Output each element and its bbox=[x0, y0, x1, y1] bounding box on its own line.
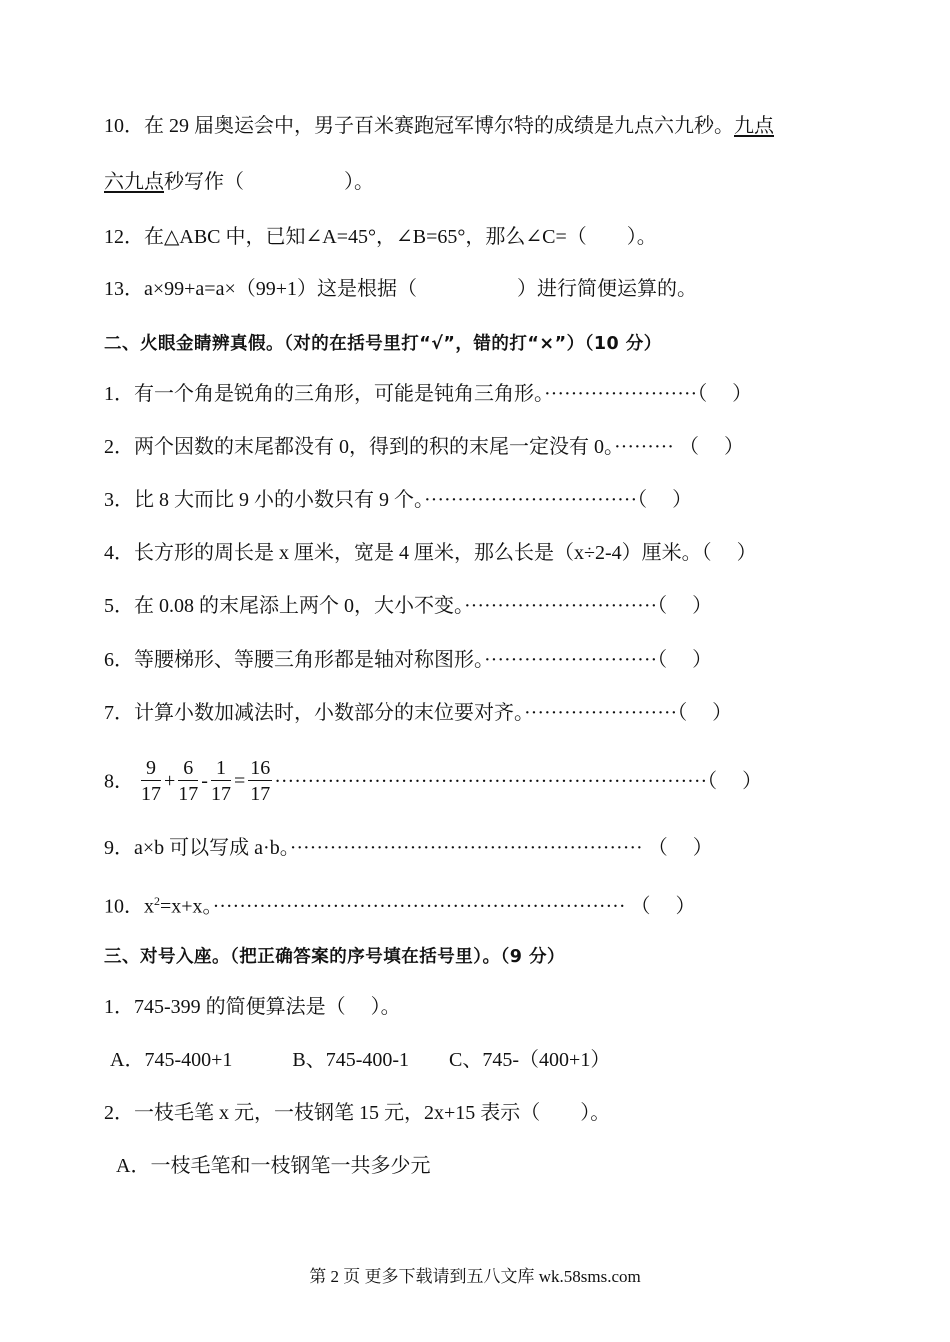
question-13: 13．a×99+a=a×（99+1）这是根据（ ）进行简便运算的。 bbox=[104, 278, 698, 300]
tf-item-text: 10．x bbox=[104, 895, 154, 918]
choice-question-2-option-a: A．一枝毛笔和一枝钢笔一共多少元 bbox=[116, 1155, 431, 1177]
leader-dots: ·························· bbox=[484, 649, 658, 671]
leader-dots: ····························· bbox=[464, 595, 658, 617]
tf-item-text: =x+x。 bbox=[160, 895, 213, 918]
tf-item-text: 5．在 0.08 的末尾添上两个 0，大小不变。 bbox=[104, 595, 464, 617]
fraction-1 bbox=[141, 756, 161, 807]
answer-paren: （ ） bbox=[707, 770, 763, 793]
answer-paren: （ ） bbox=[657, 595, 713, 617]
tf-item-text: 6．等腰梯形、等腰三角形都是轴对称图形。 bbox=[104, 649, 484, 671]
section-3-heading: 三、对号入座。（把正确答案的序号填在括号里）。（9 分） bbox=[104, 947, 566, 967]
denominator: 17 bbox=[210, 782, 231, 805]
numerator: 9 bbox=[141, 756, 161, 781]
tf-item-6 bbox=[104, 647, 890, 673]
answer-paren: （ ） bbox=[697, 383, 753, 405]
plus-sign: + bbox=[164, 770, 176, 793]
leader-dots: ······················· bbox=[524, 702, 678, 724]
answer-paren: （ ） bbox=[678, 436, 744, 458]
answer-paren: （ ） bbox=[630, 895, 696, 918]
tf-item-10 bbox=[104, 888, 890, 920]
choice-question-1: 1．745-399 的简便算法是（ ）。 bbox=[104, 996, 401, 1018]
tf-item-4 bbox=[104, 540, 890, 566]
section-2-heading: 二、火眼金睛辨真假。（对的在括号里打“√”，错的打“×”）（10 分） bbox=[104, 334, 662, 354]
answer-paren: （ ） bbox=[637, 489, 693, 511]
question-10-underline-a: 九点 bbox=[734, 115, 774, 137]
tf-item-5 bbox=[104, 593, 890, 619]
denominator: 17 bbox=[178, 782, 199, 805]
tf-item-text: 3．比 8 大而比 9 小的小数只有 9 个。 bbox=[104, 489, 424, 511]
tf-item-text: 9．a×b 可以写成 a·b。 bbox=[104, 837, 290, 859]
answer-paren: （ ） bbox=[677, 702, 733, 724]
leader-dots: ······················· bbox=[544, 383, 698, 405]
answer-paren: （ ） bbox=[701, 542, 757, 564]
tf-item-2 bbox=[104, 434, 890, 460]
answer-paren: （ ） bbox=[647, 837, 713, 859]
denominator: 17 bbox=[250, 782, 271, 805]
tf-item-text: 7．计算小数加减法时，小数部分的末位要对齐。 bbox=[104, 702, 524, 724]
numerator: 16 bbox=[250, 756, 271, 779]
tf-item-text: 2．两个因数的末尾都没有 0，得到的积的末尾一定没有 0。 bbox=[104, 436, 614, 458]
choice-question-2: 2．一枝毛笔 x 元，一枝钢笔 15 元，2x+15 表示（ ）。 bbox=[104, 1102, 611, 1124]
tf-item-label: 8． bbox=[104, 770, 134, 793]
tf-item-text: 1．有一个角是锐角的三角形，可能是钝角三角形。 bbox=[104, 383, 544, 405]
leader-dots: ································ bbox=[424, 489, 638, 511]
tf-item-3 bbox=[104, 487, 890, 513]
tf-item-1 bbox=[104, 381, 890, 407]
tf-item-8 bbox=[104, 754, 890, 807]
tf-item-7 bbox=[104, 700, 890, 726]
question-12: 12．在△ABC 中，已知∠A=45°，∠B=65°，那么∠C=（ ）。 bbox=[104, 226, 657, 248]
question-10-text-b: 秒写作（ ）。 bbox=[164, 171, 374, 193]
leader-dots: ······························································ bbox=[212, 895, 626, 918]
minus-sign: - bbox=[201, 770, 208, 793]
tf-item-9 bbox=[104, 835, 890, 861]
tf-item-text: 4．长方形的周长是 x 厘米，宽是 4 厘米，那么长是（x÷2-4）厘米。 bbox=[104, 542, 702, 564]
leader-dots: ········· bbox=[614, 436, 674, 458]
question-10-text: 10．在 29 届奥运会中，男子百米赛跑冠军博尔特的成绩是九点六九秒。 bbox=[104, 115, 734, 137]
numerator: 6 bbox=[178, 756, 198, 781]
fraction-2 bbox=[178, 756, 198, 807]
leader-dots: ································································· bbox=[274, 770, 708, 793]
denominator: 17 bbox=[141, 782, 161, 805]
question-10-line1 bbox=[104, 113, 890, 139]
question-10-line2 bbox=[104, 169, 890, 195]
question-10-underline-b: 六九点 bbox=[104, 171, 164, 193]
equals-sign: = bbox=[233, 770, 246, 793]
numerator: 1 bbox=[211, 756, 231, 781]
answer-paren: （ ） bbox=[657, 649, 713, 671]
page-footer: 第 2 页 更多下载请到五八文库 wk.58sms.com bbox=[309, 1267, 641, 1286]
superscript: 2 bbox=[154, 894, 160, 908]
fraction-4 bbox=[248, 756, 272, 807]
leader-dots: ····················································· bbox=[289, 837, 643, 859]
choice-question-1-options: A．745-400+1 B、745-400-1 C、745-（400+1） bbox=[110, 1049, 611, 1071]
fraction-3 bbox=[211, 756, 231, 807]
